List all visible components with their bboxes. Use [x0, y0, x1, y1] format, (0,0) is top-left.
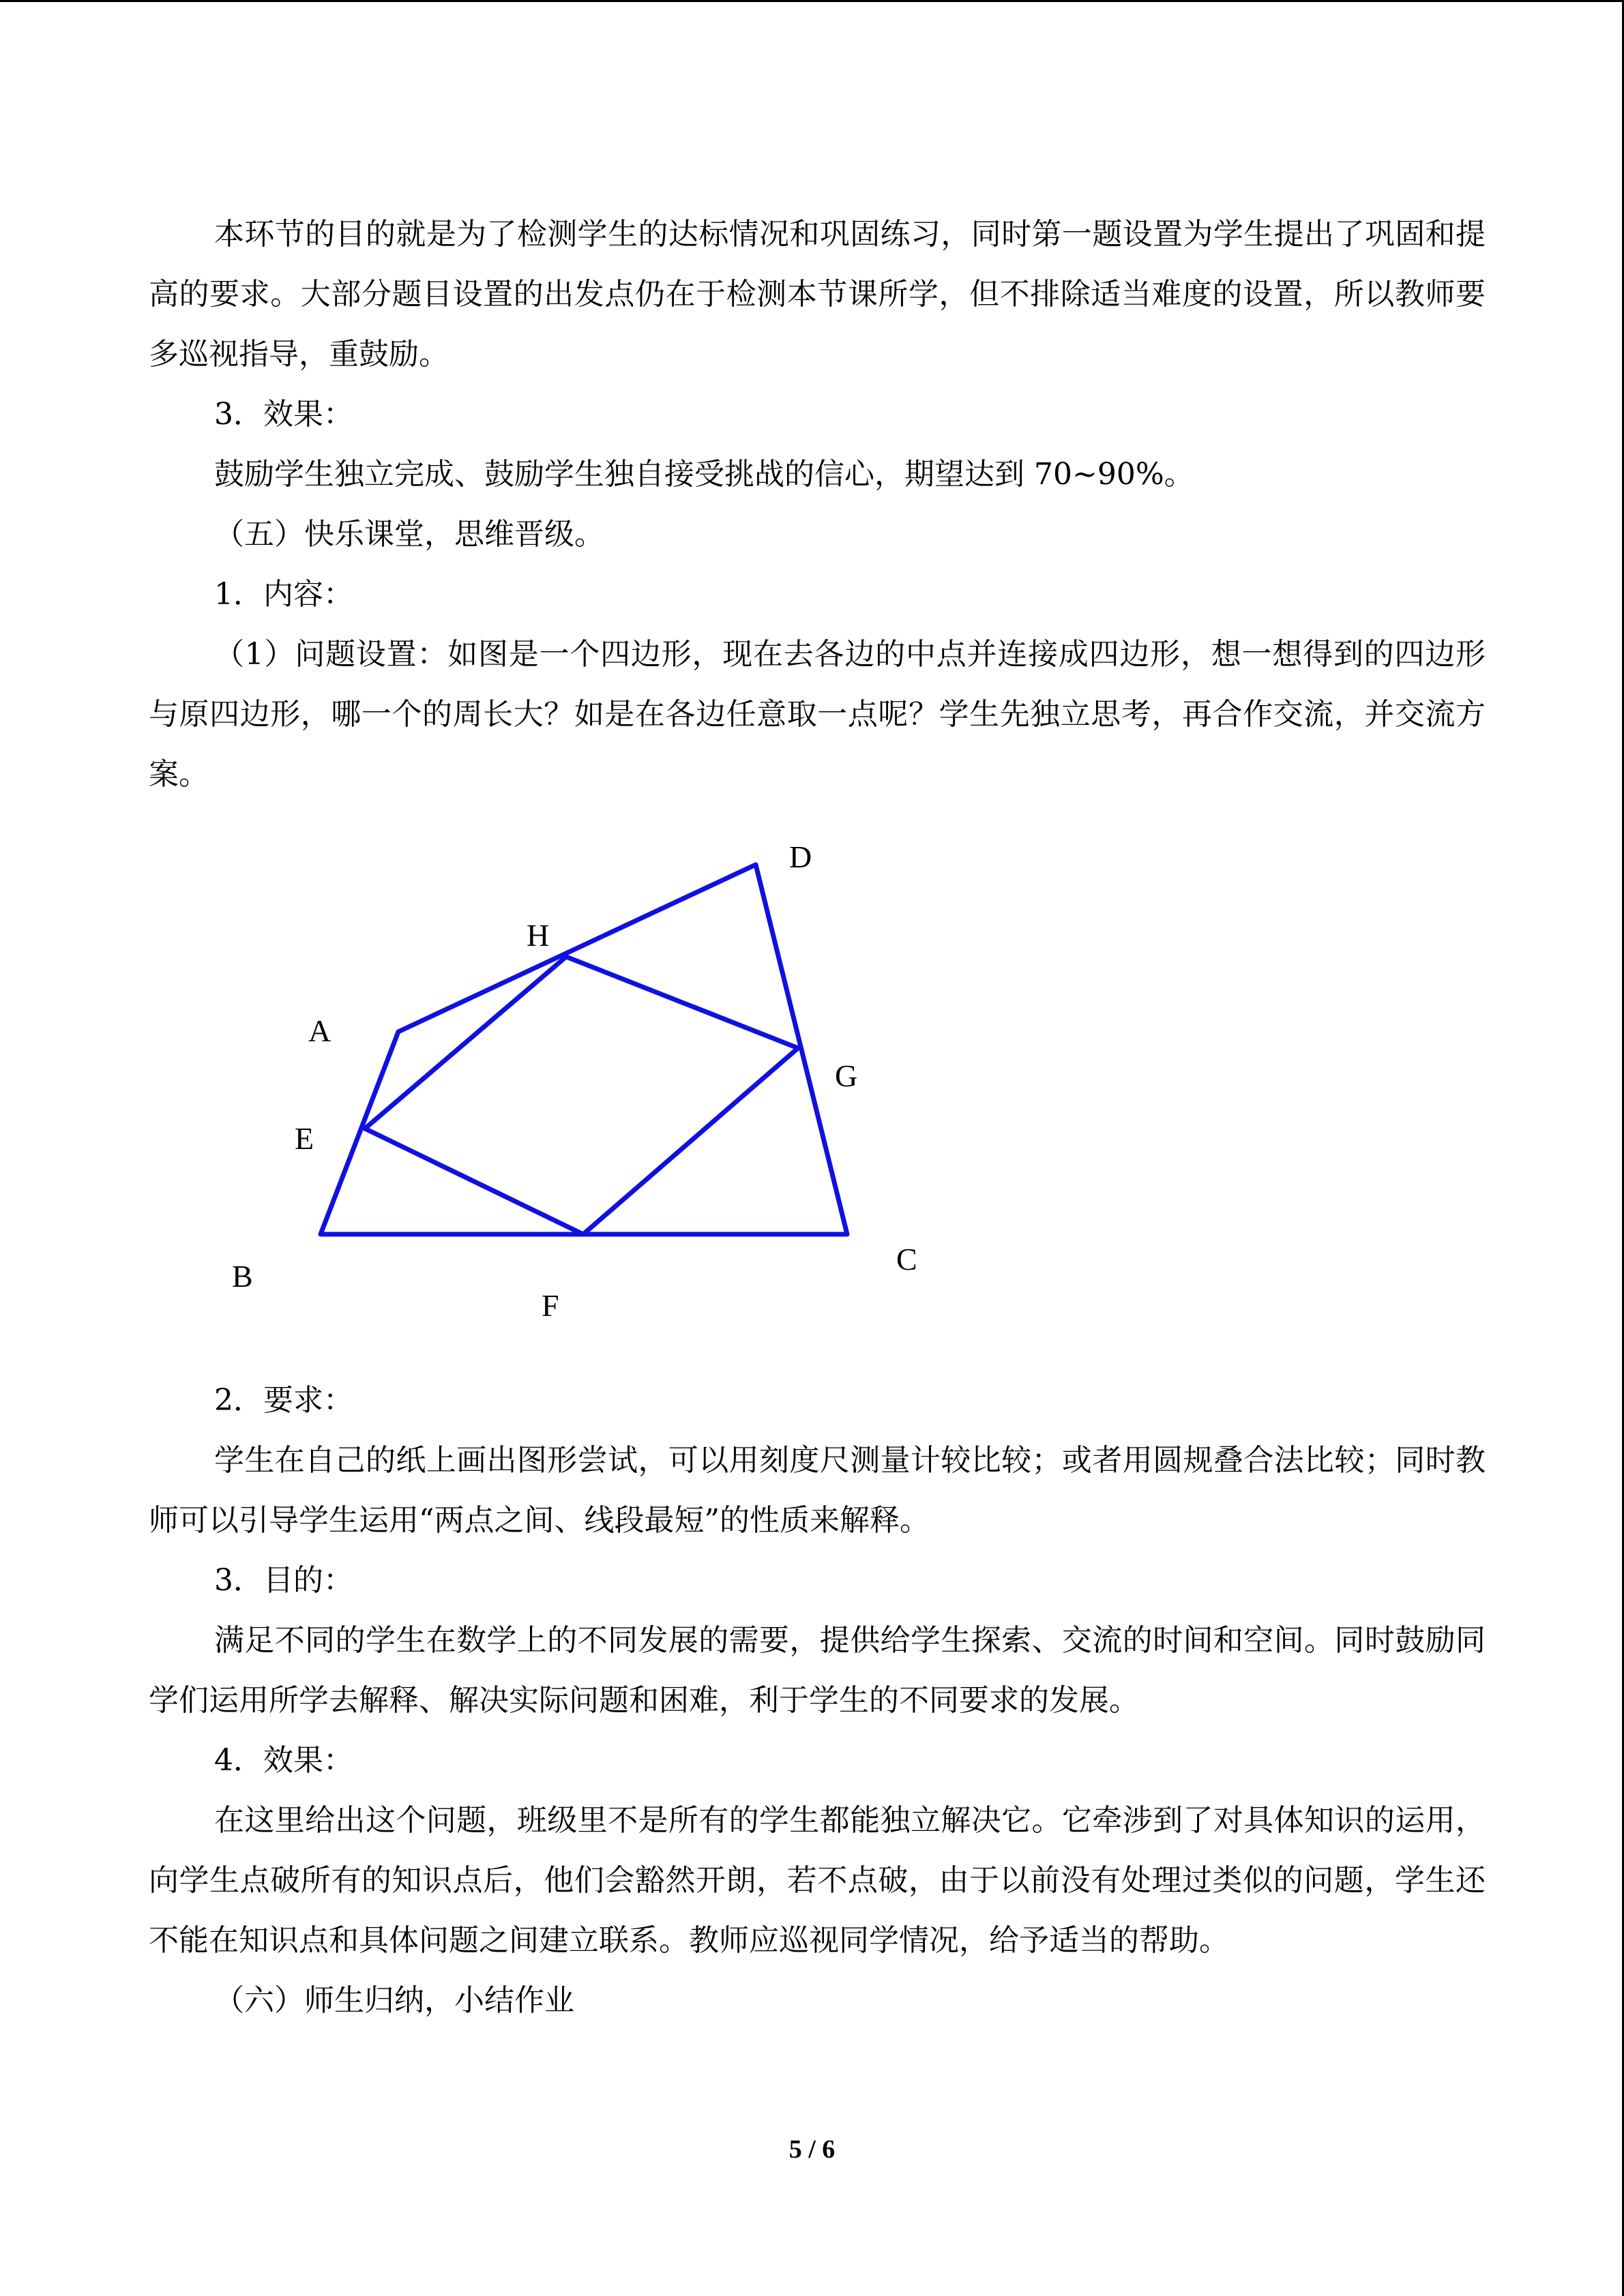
label-f: F [542, 1288, 559, 1323]
paragraph-requirements: 学生在自己的纸上画出图形尝试，可以用刻度尺测量计较比较；或者用圆规叠合法比较；同时教师可以引导学生运用“两点之间、线段最短”的性质来解释。 [149, 1443, 1486, 1538]
heading-requirements: 2．要求： [214, 1383, 353, 1418]
page-number: 5 / 6 [788, 2135, 836, 2164]
label-g: G [835, 1058, 858, 1093]
heading-content: 1．内容： [214, 577, 353, 612]
label-a: A [308, 1013, 331, 1048]
label-e: E [295, 1121, 314, 1156]
quadrilateral-diagram [205, 839, 955, 1357]
top-text-block [149, 205, 1486, 805]
label-d: D [789, 839, 812, 874]
inner-quadrilateral-efgh [365, 957, 798, 1234]
label-b: B [232, 1259, 253, 1294]
paragraph-effect: 鼓励学生独立完成、鼓励学生独自接受挑战的信心，期望达到 70~90%。 [214, 457, 1194, 492]
quadrilateral-figure [205, 839, 955, 1357]
label-h: H [527, 918, 550, 953]
paragraph-effect-2: 在这里给出这个问题，班级里不是所有的学生都能独立解决它。它牵涉到了对具体知识的运用，向学生点破所有的知识点后，他们会豁然开朗，若不点破，由于以前没有处理过类似的问题，学生还不能在知识点和具体问题之间建立联系。教师应巡视同学情况，给予适当的帮助。 [149, 1803, 1486, 1958]
paragraph-problem: （1）问题设置：如图是一个四边形，现在去各边的中点并连接成四边形，想一想得到的四边形与原四边形，哪一个的周长大？如是在各边任意取一点呢？学生先独立思考，再合作交流，并交流方案。 [149, 637, 1486, 792]
outer-quadrilateral-abcd [321, 865, 847, 1234]
section-heading-six: （六）师生归纳，小结作业 [214, 1983, 574, 2018]
heading-purpose: 3．目的： [214, 1563, 353, 1598]
bottom-text-block [149, 1371, 1486, 2031]
paragraph-purpose: 本环节的目的就是为了检测学生的达标情况和巩固练习，同时第一题设置为学生提出了巩固和提高的要求。大部分题目设置的出发点仍在于检测本节课所学，但不排除适当难度的设置，所以教师要多巡视指导，重鼓励。 [149, 217, 1486, 372]
label-c: C [896, 1242, 917, 1277]
heading-effect: 3．效果： [214, 397, 353, 432]
section-heading-five: （五）快乐课堂，思维晋级。 [214, 517, 604, 552]
paragraph-goal: 满足不同的学生在数学上的不同发展的需要，提供给学生探索、交流的时间和空间。同时鼓励同学们运用所学去解释、解决实际问题和困难，利于学生的不同要求的发展。 [149, 1623, 1486, 1718]
heading-effect-2: 4．效果： [214, 1743, 353, 1778]
